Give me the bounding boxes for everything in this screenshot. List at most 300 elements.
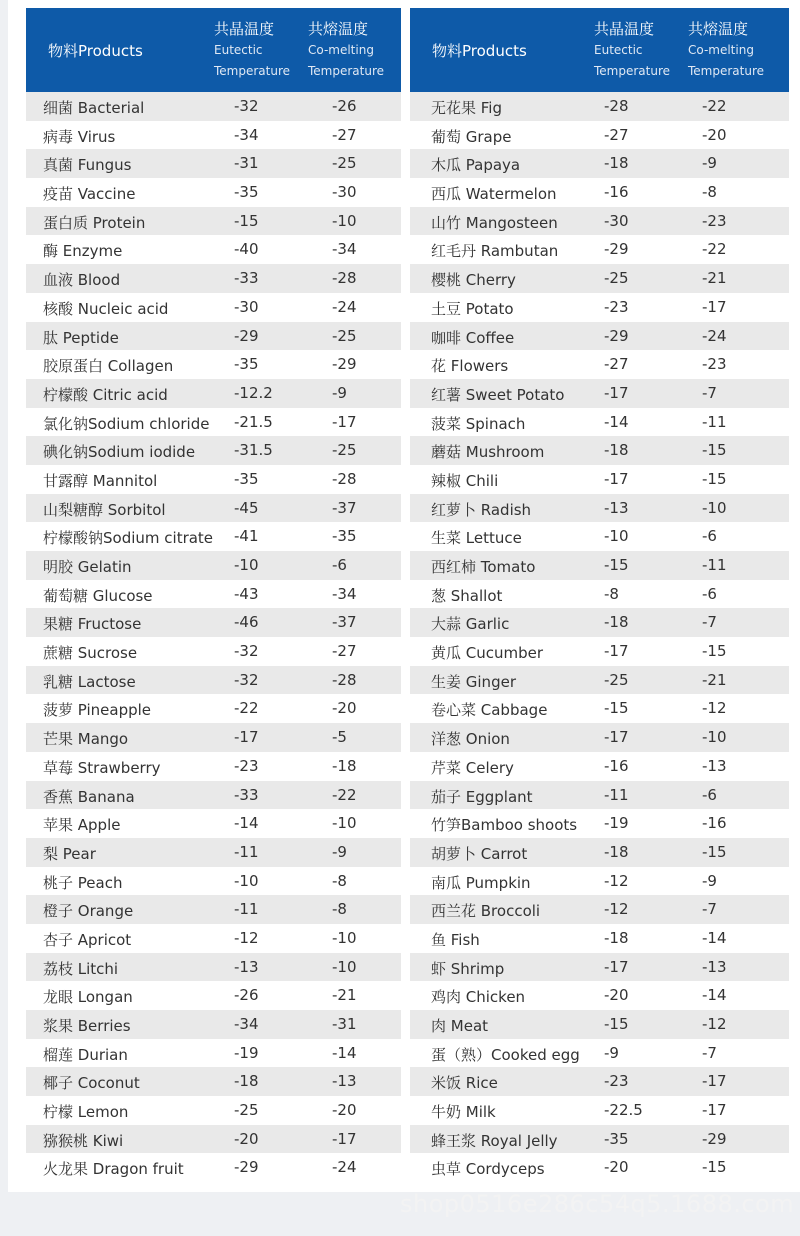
melting-value: -23: [702, 355, 727, 374]
eutectic-value: -30: [234, 297, 259, 316]
eutectic-value: -20: [604, 986, 629, 1005]
table-sheet: [8, 0, 800, 1192]
table-row: [410, 752, 789, 781]
table-row: [26, 494, 401, 523]
table-row: [410, 1125, 789, 1154]
eutectic-value: -17: [234, 728, 259, 747]
product-name: 肉 Meat: [431, 1017, 489, 1035]
melting-value: -17: [702, 1101, 727, 1120]
melting-value: -10: [332, 211, 357, 230]
product-name: 柠檬 Lemon: [43, 1103, 129, 1122]
melting-header: [308, 18, 384, 82]
table-row: [410, 408, 789, 437]
product-name: 柠檬酸钠Sodium citrate: [43, 529, 214, 548]
eutectic-value: -8: [604, 584, 619, 603]
melting-value: -7: [702, 383, 717, 402]
product-name: 土豆 Potato: [431, 299, 514, 318]
melting-value: -37: [332, 498, 357, 517]
eutectic-value: -19: [234, 1043, 259, 1062]
table-row: [26, 838, 401, 867]
table-row: [410, 178, 789, 207]
table-row: [26, 1010, 401, 1039]
table-row: [26, 178, 401, 207]
melting-value: -6: [702, 785, 717, 804]
product-name: 红毛丹 Rambutan: [431, 242, 559, 261]
table-row: [410, 924, 789, 953]
product-name: 梨 Pear: [43, 844, 96, 863]
eutectic-value: -27: [604, 125, 629, 144]
table-row: [410, 350, 789, 379]
table-row: [26, 92, 401, 121]
table-row: [410, 838, 789, 867]
eutectic-value: -34: [234, 1015, 259, 1033]
eutectic-value: -32: [234, 642, 259, 661]
melting-value: -21: [702, 269, 727, 288]
table-row: [26, 637, 401, 666]
product-name: 茄子 Eggplant: [431, 787, 533, 806]
eutectic-value: -12.2: [234, 383, 273, 402]
eutectic-value: -15: [604, 699, 629, 718]
right-table: [410, 8, 789, 1182]
table-row: [410, 92, 789, 121]
table-row: [26, 465, 401, 494]
eutectic-value: -17: [604, 469, 629, 488]
eutectic-value: -43: [234, 584, 259, 603]
table-row: [26, 149, 401, 178]
eutectic-value: -10: [234, 871, 259, 890]
table-row: [26, 752, 401, 781]
product-name: 香蕉 Banana: [43, 787, 135, 806]
melting-value: -7: [702, 1043, 717, 1062]
melting-value: -9: [702, 871, 717, 890]
product-name: 花 Flowers: [431, 357, 509, 376]
table-row: [410, 723, 789, 752]
melting-value: -20: [332, 1101, 357, 1120]
eutectic-value: -35: [604, 1129, 629, 1148]
melting-value: -10: [702, 728, 727, 747]
table-row: [410, 1010, 789, 1039]
eutectic-value: -17: [604, 957, 629, 976]
table-row: [410, 1067, 789, 1096]
table-row: [26, 121, 401, 150]
eutectic-value: -11: [604, 785, 629, 804]
table-row: [410, 379, 789, 408]
eutectic-value: -35: [234, 355, 259, 374]
melting-value: -28: [332, 469, 357, 488]
eutectic-value: -18: [604, 441, 629, 460]
table-row: [26, 1125, 401, 1154]
melting-value: -13: [332, 1072, 357, 1091]
melting-value: -9: [332, 383, 347, 402]
product-name: 胶原蛋白 Collagen: [43, 357, 174, 376]
eutectic-value: -14: [604, 412, 629, 431]
eutectic-header: [214, 18, 290, 82]
melting-value: -24: [332, 1158, 357, 1177]
product-name: 胡萝卜 Carrot: [431, 844, 528, 863]
table-row: [410, 494, 789, 523]
eutectic-value: -11: [234, 842, 259, 861]
eutectic-value: -18: [604, 928, 629, 947]
product-header: 物料Products: [432, 42, 527, 60]
table-row: [410, 694, 789, 723]
product-name: 樱桃 Cherry: [431, 271, 516, 290]
eutectic-value: -12: [604, 900, 629, 919]
melting-value: -15: [702, 441, 727, 460]
left-table-header: [26, 8, 401, 92]
product-name: 鱼 Fish: [431, 930, 480, 949]
table-row: [26, 666, 401, 695]
table-row: [26, 895, 401, 924]
product-name: 牛奶 Milk: [431, 1103, 496, 1122]
eutectic-value: -25: [604, 670, 629, 689]
melting-value: -24: [702, 326, 727, 345]
eutectic-value: -18: [234, 1072, 259, 1091]
eutectic-value: -12: [234, 928, 259, 947]
product-name: 柠檬酸 Citric acid: [43, 385, 168, 404]
product-name: 火龙果 Dragon fruit: [43, 1160, 184, 1179]
table-row: [410, 637, 789, 666]
melting-header-en2: Temperature: [688, 64, 765, 78]
eutectic-value: -28: [604, 97, 629, 115]
table-row: [26, 379, 401, 408]
product-name: 龙眼 Longan: [43, 988, 133, 1007]
melting-header-cn: 共熔温度: [688, 20, 749, 38]
product-name: 大蒜 Garlic: [431, 615, 510, 634]
melting-value: -8: [702, 183, 717, 202]
table-row: [410, 264, 789, 293]
table-row: [410, 981, 789, 1010]
product-name: 蔗糖 Sucrose: [43, 644, 138, 663]
melting-value: -11: [702, 412, 727, 431]
table-row: [26, 1153, 401, 1182]
eutectic-value: -22.5: [604, 1101, 643, 1120]
table-row: [410, 149, 789, 178]
table-row: [410, 608, 789, 637]
melting-value: -17: [332, 412, 357, 431]
product-name: 碘化钠Sodium iodide: [43, 443, 196, 462]
melting-value: -7: [702, 900, 717, 919]
eutectic-value: -19: [604, 814, 629, 833]
product-name: 菠菜 Spinach: [431, 414, 526, 433]
melting-header: [688, 18, 764, 82]
eutectic-value: -27: [604, 355, 629, 374]
melting-value: -34: [332, 584, 357, 603]
product-name: 明胶 Gelatin: [43, 558, 132, 576]
melting-value: -10: [332, 957, 357, 976]
melting-value: -23: [702, 211, 727, 230]
eutectic-value: -25: [604, 269, 629, 288]
product-name: 椰子 Coconut: [43, 1074, 140, 1093]
melting-value: -27: [332, 642, 357, 661]
product-name: 蛋（熟）Cooked egg: [431, 1045, 580, 1064]
eutectic-value: -31: [234, 154, 259, 173]
melting-value: -37: [332, 613, 357, 632]
left-table-body: [26, 92, 401, 1182]
product-name: 芒果 Mango: [43, 730, 129, 749]
eutectic-value: -25: [234, 1101, 259, 1120]
product-name: 蛋白质 Protein: [43, 213, 146, 232]
product-name: 蜂王浆 Royal Jelly: [431, 1131, 558, 1150]
melting-value: -13: [702, 957, 727, 976]
product-name: 山梨糖醇 Sorbitol: [43, 500, 166, 519]
table-row: [26, 293, 401, 322]
table-row: [26, 723, 401, 752]
product-name: 木瓜 Papaya: [431, 156, 521, 175]
eutectic-value: -21.5: [234, 412, 273, 431]
product-name: 乳糖 Lactose: [43, 672, 136, 691]
eutectic-value: -22: [234, 699, 259, 718]
left-table: [26, 8, 401, 1182]
product-name: 卷心菜 Cabbage: [431, 701, 548, 720]
product-name: 生姜 Ginger: [431, 672, 516, 691]
product-name: 核酸 Nucleic acid: [43, 299, 169, 318]
eutectic-value: -34: [234, 125, 259, 144]
eutectic-value: -12: [604, 871, 629, 890]
table-row: [26, 264, 401, 293]
table-row: [410, 580, 789, 609]
product-name: 肽 Peptide: [43, 328, 119, 347]
melting-value: -20: [332, 699, 357, 718]
melting-value: -13: [702, 756, 727, 775]
table-row: [410, 293, 789, 322]
product-name: 无花果 Fig: [431, 99, 502, 117]
product-name: 虾 Shrimp: [431, 959, 505, 978]
table-row: [26, 953, 401, 982]
eutectic-value: -31.5: [234, 441, 273, 460]
melting-value: -10: [332, 928, 357, 947]
eutectic-value: -17: [604, 728, 629, 747]
melting-value: -8: [332, 900, 347, 919]
melting-value: -28: [332, 269, 357, 288]
product-name: 细菌 Bacterial: [43, 99, 145, 117]
table-row: [410, 867, 789, 896]
product-name: 菠萝 Pineapple: [43, 701, 152, 720]
table-row: [26, 981, 401, 1010]
product-name: 果糖 Fructose: [43, 615, 142, 634]
melting-header-en1: Co-melting: [308, 43, 374, 57]
table-row: [26, 350, 401, 379]
eutectic-value: -35: [234, 469, 259, 488]
product-name: 草莓 Strawberry: [43, 758, 161, 777]
melting-value: -30: [332, 183, 357, 202]
eutectic-value: -46: [234, 613, 259, 632]
table-row: [26, 551, 401, 580]
eutectic-value: -29: [234, 326, 259, 345]
product-header: 物料Products: [48, 42, 143, 60]
melting-value: -5: [332, 728, 347, 747]
melting-value: -29: [702, 1129, 727, 1148]
table-row: [410, 207, 789, 236]
table-row: [26, 867, 401, 896]
eutectic-value: -16: [604, 183, 629, 202]
eutectic-value: -33: [234, 269, 259, 288]
eutectic-value: -29: [604, 326, 629, 345]
melting-header-en2: Temperature: [308, 64, 385, 78]
product-name: 生菜 Lettuce: [431, 529, 522, 548]
melting-value: -6: [702, 584, 717, 603]
product-name: 咖啡 Coffee: [431, 328, 515, 347]
table-row: [410, 895, 789, 924]
product-name: 浆果 Berries: [43, 1017, 131, 1035]
table-row: [26, 436, 401, 465]
melting-value: -17: [332, 1129, 357, 1148]
table-row: [410, 953, 789, 982]
product-name: 葱 Shallot: [431, 586, 503, 605]
eutectic-value: -23: [604, 1072, 629, 1091]
product-name: 南瓜 Pumpkin: [431, 873, 531, 892]
product-name: 病毒 Virus: [43, 127, 116, 146]
eutectic-value: -33: [234, 785, 259, 804]
table-row: [26, 608, 401, 637]
eutectic-value: -45: [234, 498, 259, 517]
melting-value: -25: [332, 154, 357, 173]
product-name: 疫苗 Vaccine: [43, 185, 136, 204]
melting-value: -8: [332, 871, 347, 890]
product-name: 竹笋Bamboo shoots: [431, 816, 578, 835]
product-name: 虫草 Cordyceps: [431, 1160, 545, 1179]
eutectic-value: -13: [604, 498, 629, 517]
melting-value: -21: [702, 670, 727, 689]
product-name: 橙子 Orange: [43, 902, 134, 921]
table-row: [410, 436, 789, 465]
eutectic-value: -18: [604, 154, 629, 173]
product-name: 葡萄糖 Glucose: [43, 586, 153, 605]
melting-value: -34: [332, 240, 357, 259]
eutectic-value: -35: [234, 183, 259, 202]
melting-value: -15: [702, 469, 727, 488]
table-row: [410, 465, 789, 494]
table-row: [410, 522, 789, 551]
melting-header-en1: Co-melting: [688, 43, 754, 57]
eutectic-value: -18: [604, 842, 629, 861]
table-row: [410, 1153, 789, 1182]
product-name: 杏子 Apricot: [43, 930, 132, 949]
eutectic-header-cn: 共晶温度: [594, 20, 655, 38]
table-row: [26, 694, 401, 723]
table-row: [26, 207, 401, 236]
eutectic-value: -16: [604, 756, 629, 775]
eutectic-value: -10: [234, 556, 259, 574]
melting-value: -6: [702, 527, 717, 546]
table-row: [410, 781, 789, 810]
product-name: 西瓜 Watermelon: [431, 185, 557, 204]
eutectic-value: -15: [604, 1015, 629, 1033]
eutectic-header-cn: 共晶温度: [214, 20, 275, 38]
product-name: 辣椒 Chili: [431, 471, 499, 490]
melting-value: -10: [702, 498, 727, 517]
melting-value: -12: [702, 1015, 727, 1033]
melting-value: -35: [332, 527, 357, 546]
table-row: [26, 408, 401, 437]
eutectic-value: -29: [234, 1158, 259, 1177]
product-name: 葡萄 Grape: [431, 127, 512, 146]
melting-value: -14: [332, 1043, 357, 1062]
eutectic-header-en2: Temperature: [214, 64, 291, 78]
product-name: 酶 Enzyme: [43, 242, 123, 261]
eutectic-value: -13: [234, 957, 259, 976]
eutectic-value: -23: [604, 297, 629, 316]
table-row: [410, 551, 789, 580]
table-row: [410, 809, 789, 838]
melting-value: -27: [332, 125, 357, 144]
melting-value: -22: [702, 240, 727, 259]
eutectic-value: -32: [234, 670, 259, 689]
melting-value: -31: [332, 1015, 357, 1033]
melting-value: -22: [702, 97, 727, 115]
melting-value: -9: [702, 154, 717, 173]
eutectic-value: -9: [604, 1043, 619, 1062]
eutectic-value: -40: [234, 240, 259, 259]
watermark: shop0516e286c54q5.1688.com: [400, 1190, 795, 1218]
eutectic-value: -32: [234, 97, 259, 115]
product-name: 黄瓜 Cucumber: [431, 644, 544, 663]
melting-value: -21: [332, 986, 357, 1005]
table-row: [26, 235, 401, 264]
table-row: [26, 809, 401, 838]
melting-value: -25: [332, 441, 357, 460]
table-row: [26, 1096, 401, 1125]
product-name: 西兰花 Broccoli: [431, 902, 541, 921]
melting-value: -6: [332, 556, 347, 574]
eutectic-value: -29: [604, 240, 629, 259]
melting-value: -11: [702, 556, 727, 574]
product-name: 山竹 Mangosteen: [431, 213, 558, 232]
melting-value: -10: [332, 814, 357, 833]
melting-value: -25: [332, 326, 357, 345]
eutectic-value: -20: [604, 1158, 629, 1177]
product-name: 血液 Blood: [43, 271, 121, 290]
eutectic-value: -11: [234, 900, 259, 919]
eutectic-value: -23: [234, 756, 259, 775]
eutectic-header: [594, 18, 670, 82]
product-name: 苹果 Apple: [43, 816, 121, 835]
product-name: 桃子 Peach: [43, 873, 123, 892]
table-row: [26, 924, 401, 953]
melting-value: -9: [332, 842, 347, 861]
melting-value: -18: [332, 756, 357, 775]
product-name: 芹菜 Celery: [431, 758, 514, 777]
table-row: [26, 322, 401, 351]
melting-value: -26: [332, 97, 357, 115]
melting-value: -24: [332, 297, 357, 316]
table-row: [410, 235, 789, 264]
table-row: [410, 121, 789, 150]
eutectic-value: -17: [604, 642, 629, 661]
eutectic-value: -30: [604, 211, 629, 230]
melting-value: -7: [702, 613, 717, 632]
eutectic-value: -20: [234, 1129, 259, 1148]
melting-value: -22: [332, 785, 357, 804]
table-row: [410, 1039, 789, 1068]
eutectic-value: -26: [234, 986, 259, 1005]
eutectic-value: -41: [234, 527, 259, 546]
product-name: 榴莲 Durian: [43, 1045, 128, 1064]
right-table-header: [410, 8, 789, 92]
eutectic-value: -10: [604, 527, 629, 546]
product-name: 荔枝 Litchi: [43, 959, 119, 978]
table-row: [410, 322, 789, 351]
table-row: [26, 1039, 401, 1068]
eutectic-value: -18: [604, 613, 629, 632]
product-name: 米饭 Rice: [431, 1074, 498, 1093]
eutectic-value: -14: [234, 814, 259, 833]
melting-value: -17: [702, 297, 727, 316]
eutectic-header-en1: Eutectic: [594, 43, 643, 57]
product-name: 西红柿 Tomato: [431, 558, 536, 576]
product-name: 真菌 Fungus: [43, 156, 132, 175]
eutectic-header-en1: Eutectic: [214, 43, 263, 57]
product-name: 鸡肉 Chicken: [431, 988, 526, 1007]
